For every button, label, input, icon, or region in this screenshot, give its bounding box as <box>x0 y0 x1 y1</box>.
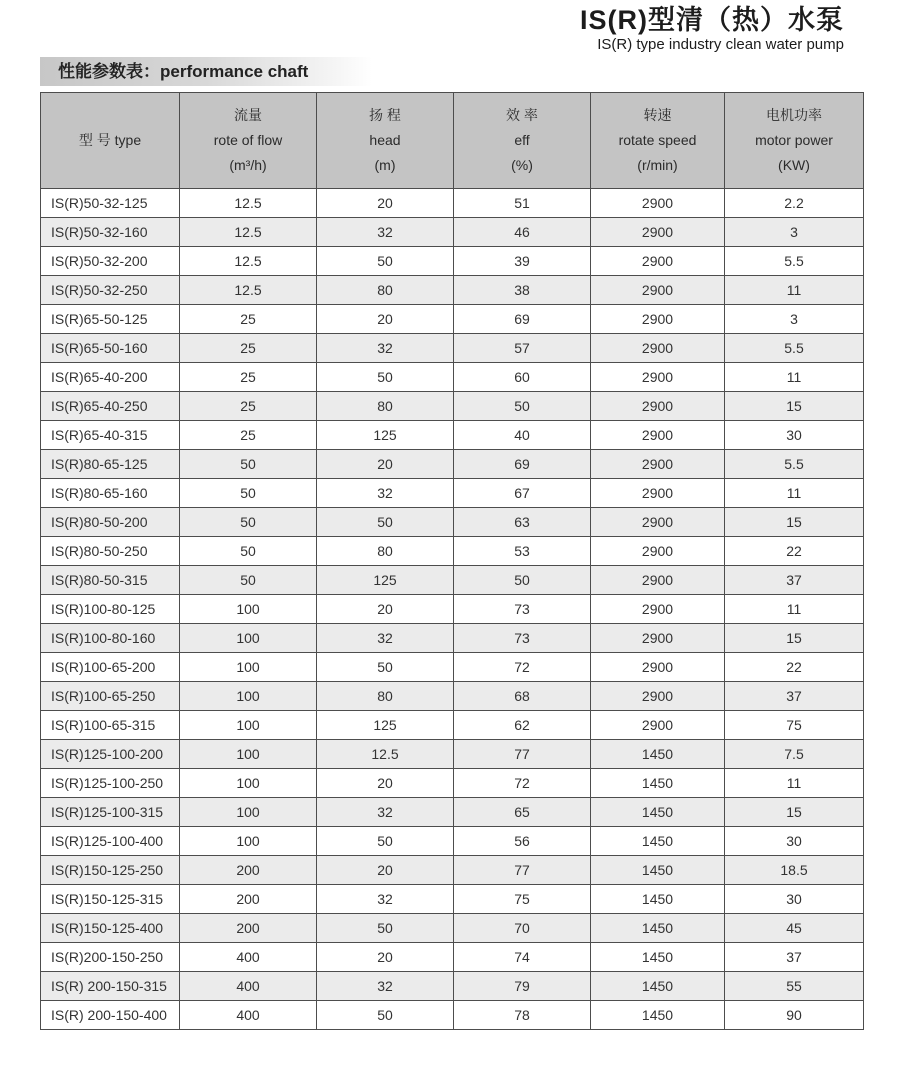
column-header-line: (%) <box>511 157 533 173</box>
cell-flow: 100 <box>180 711 317 740</box>
cell-eff: 39 <box>454 247 591 276</box>
cell-flow: 100 <box>180 827 317 856</box>
cell-type: IS(R)50-32-160 <box>41 218 180 247</box>
table-row <box>41 914 864 943</box>
cell-type: IS(R)80-65-125 <box>41 450 180 479</box>
cell-rotate-speed: 2900 <box>591 392 725 421</box>
cell-rotate-speed: 1450 <box>591 943 725 972</box>
cell-motor-power: 5.5 <box>725 450 864 479</box>
cell-flow: 50 <box>180 479 317 508</box>
cell-eff: 75 <box>454 885 591 914</box>
cell-rotate-speed: 1450 <box>591 1001 725 1030</box>
table-row <box>41 624 864 653</box>
cell-type: IS(R)150-125-400 <box>41 914 180 943</box>
cell-flow: 400 <box>180 972 317 1001</box>
cell-rotate-speed: 1450 <box>591 769 725 798</box>
cell-flow: 12.5 <box>180 189 317 218</box>
cell-head: 125 <box>317 711 454 740</box>
cell-type: IS(R)65-50-160 <box>41 334 180 363</box>
cell-eff: 77 <box>454 856 591 885</box>
table-row <box>41 363 864 392</box>
cell-type: IS(R)50-32-125 <box>41 189 180 218</box>
column-header-head <box>317 93 454 189</box>
cell-type: IS(R)100-65-250 <box>41 682 180 711</box>
cell-motor-power: 22 <box>725 653 864 682</box>
cell-eff: 57 <box>454 334 591 363</box>
cell-motor-power: 11 <box>725 769 864 798</box>
cell-type: IS(R)100-65-315 <box>41 711 180 740</box>
cell-rotate-speed: 2900 <box>591 218 725 247</box>
performance-table <box>40 92 864 1030</box>
cell-flow: 400 <box>180 943 317 972</box>
cell-head: 20 <box>317 595 454 624</box>
column-header-line: (m) <box>374 157 396 173</box>
cell-rotate-speed: 2900 <box>591 624 725 653</box>
column-header-rotate-speed <box>591 93 725 189</box>
cell-motor-power: 3 <box>725 218 864 247</box>
cell-type: IS(R)200-150-250 <box>41 943 180 972</box>
cell-motor-power: 45 <box>725 914 864 943</box>
column-header-line: 效 率 <box>506 107 538 123</box>
cell-eff: 67 <box>454 479 591 508</box>
cell-head: 32 <box>317 798 454 827</box>
cell-rotate-speed: 1450 <box>591 740 725 769</box>
cell-motor-power: 30 <box>725 885 864 914</box>
cell-head: 20 <box>317 189 454 218</box>
cell-motor-power: 15 <box>725 508 864 537</box>
table-row <box>41 305 864 334</box>
cell-rotate-speed: 1450 <box>591 798 725 827</box>
column-header-line: (r/min) <box>637 157 678 173</box>
column-header-line: 型 号 type <box>78 132 142 148</box>
cell-motor-power: 15 <box>725 624 864 653</box>
table-row <box>41 595 864 624</box>
cell-eff: 50 <box>454 392 591 421</box>
cell-rotate-speed: 2900 <box>591 363 725 392</box>
table-row <box>41 450 864 479</box>
cell-head: 20 <box>317 450 454 479</box>
cell-rotate-speed: 2900 <box>591 682 725 711</box>
table-row <box>41 769 864 798</box>
cell-head: 50 <box>317 827 454 856</box>
table-row <box>41 421 864 450</box>
cell-type: IS(R) 200-150-400 <box>41 1001 180 1030</box>
column-header-line: rote of flow <box>213 132 283 148</box>
cell-eff: 68 <box>454 682 591 711</box>
table-row <box>41 885 864 914</box>
cell-eff: 50 <box>454 566 591 595</box>
cell-eff: 70 <box>454 914 591 943</box>
cell-eff: 38 <box>454 276 591 305</box>
table-row <box>41 566 864 595</box>
cell-head: 125 <box>317 421 454 450</box>
cell-head: 50 <box>317 653 454 682</box>
cell-flow: 200 <box>180 856 317 885</box>
cell-rotate-speed: 2900 <box>591 189 725 218</box>
cell-type: IS(R)100-80-160 <box>41 624 180 653</box>
cell-rotate-speed: 2900 <box>591 450 725 479</box>
cell-flow: 12.5 <box>180 247 317 276</box>
cell-rotate-speed: 2900 <box>591 508 725 537</box>
column-header-eff <box>454 93 591 189</box>
cell-rotate-speed: 2900 <box>591 537 725 566</box>
cell-head: 80 <box>317 682 454 711</box>
cell-motor-power: 3 <box>725 305 864 334</box>
cell-eff: 62 <box>454 711 591 740</box>
performance-table-wrap <box>40 92 863 1030</box>
cell-head: 50 <box>317 363 454 392</box>
column-header-line: rotate speed <box>618 132 697 148</box>
cell-rotate-speed: 2900 <box>591 421 725 450</box>
cell-eff: 73 <box>454 624 591 653</box>
cell-eff: 69 <box>454 450 591 479</box>
cell-motor-power: 5.5 <box>725 247 864 276</box>
cell-eff: 51 <box>454 189 591 218</box>
cell-rotate-speed: 2900 <box>591 276 725 305</box>
cell-flow: 25 <box>180 421 317 450</box>
cell-rotate-speed: 1450 <box>591 972 725 1001</box>
cell-motor-power: 11 <box>725 363 864 392</box>
cell-flow: 100 <box>180 769 317 798</box>
cell-head: 32 <box>317 218 454 247</box>
table-head <box>41 93 864 189</box>
cell-motor-power: 90 <box>725 1001 864 1030</box>
cell-flow: 25 <box>180 305 317 334</box>
cell-eff: 56 <box>454 827 591 856</box>
table-row <box>41 1001 864 1030</box>
cell-flow: 12.5 <box>180 218 317 247</box>
cell-eff: 46 <box>454 218 591 247</box>
cell-flow: 100 <box>180 740 317 769</box>
cell-motor-power: 30 <box>725 421 864 450</box>
cell-rotate-speed: 2900 <box>591 305 725 334</box>
cell-rotate-speed: 1450 <box>591 856 725 885</box>
column-header-line: 流量 <box>234 107 262 123</box>
page-title-zh: IS(R)型清（热）水泵 <box>580 5 844 35</box>
cell-head: 80 <box>317 276 454 305</box>
cell-eff: 60 <box>454 363 591 392</box>
cell-motor-power: 15 <box>725 798 864 827</box>
cell-motor-power: 75 <box>725 711 864 740</box>
cell-head: 20 <box>317 769 454 798</box>
cell-motor-power: 37 <box>725 682 864 711</box>
cell-rotate-speed: 1450 <box>591 827 725 856</box>
cell-type: IS(R)100-65-200 <box>41 653 180 682</box>
table-row <box>41 479 864 508</box>
cell-eff: 79 <box>454 972 591 1001</box>
cell-motor-power: 2.2 <box>725 189 864 218</box>
column-header-line: (m³/h) <box>229 157 267 173</box>
cell-flow: 100 <box>180 798 317 827</box>
cell-rotate-speed: 2900 <box>591 566 725 595</box>
column-header-motor-power <box>725 93 864 189</box>
cell-flow: 400 <box>180 1001 317 1030</box>
cell-type: IS(R)65-40-315 <box>41 421 180 450</box>
cell-flow: 12.5 <box>180 276 317 305</box>
cell-type: IS(R)125-100-400 <box>41 827 180 856</box>
table-row <box>41 798 864 827</box>
cell-eff: 74 <box>454 943 591 972</box>
cell-rotate-speed: 1450 <box>591 885 725 914</box>
cell-head: 80 <box>317 392 454 421</box>
cell-motor-power: 37 <box>725 566 864 595</box>
cell-head: 20 <box>317 305 454 334</box>
cell-type: IS(R)65-40-250 <box>41 392 180 421</box>
table-row <box>41 827 864 856</box>
cell-flow: 50 <box>180 508 317 537</box>
column-header-type <box>41 93 180 189</box>
cell-head: 32 <box>317 972 454 1001</box>
cell-type: IS(R)50-32-250 <box>41 276 180 305</box>
cell-flow: 100 <box>180 624 317 653</box>
table-row <box>41 334 864 363</box>
cell-flow: 50 <box>180 450 317 479</box>
cell-flow: 50 <box>180 537 317 566</box>
table-row <box>41 711 864 740</box>
cell-motor-power: 55 <box>725 972 864 1001</box>
cell-type: IS(R)80-50-250 <box>41 537 180 566</box>
column-header-line: 扬 程 <box>369 107 401 123</box>
cell-motor-power: 5.5 <box>725 334 864 363</box>
cell-eff: 53 <box>454 537 591 566</box>
cell-eff: 40 <box>454 421 591 450</box>
header-row <box>41 93 864 189</box>
column-header-flow <box>180 93 317 189</box>
cell-head: 20 <box>317 856 454 885</box>
cell-flow: 100 <box>180 595 317 624</box>
table-row <box>41 392 864 421</box>
cell-flow: 200 <box>180 885 317 914</box>
table-row <box>41 972 864 1001</box>
cell-head: 50 <box>317 1001 454 1030</box>
cell-head: 80 <box>317 537 454 566</box>
cell-rotate-speed: 2900 <box>591 479 725 508</box>
cell-motor-power: 18.5 <box>725 856 864 885</box>
cell-flow: 100 <box>180 682 317 711</box>
cell-head: 50 <box>317 508 454 537</box>
cell-type: IS(R)150-125-250 <box>41 856 180 885</box>
cell-motor-power: 30 <box>725 827 864 856</box>
cell-motor-power: 37 <box>725 943 864 972</box>
cell-type: IS(R)50-32-200 <box>41 247 180 276</box>
document-header <box>580 5 844 54</box>
table-row <box>41 276 864 305</box>
cell-motor-power: 11 <box>725 276 864 305</box>
cell-type: IS(R)100-80-125 <box>41 595 180 624</box>
cell-rotate-speed: 2900 <box>591 595 725 624</box>
cell-type: IS(R) 200-150-315 <box>41 972 180 1001</box>
cell-motor-power: 11 <box>725 595 864 624</box>
cell-eff: 73 <box>454 595 591 624</box>
table-row <box>41 653 864 682</box>
cell-motor-power: 7.5 <box>725 740 864 769</box>
cell-head: 32 <box>317 334 454 363</box>
column-header-line: 电机功率 <box>766 107 822 123</box>
cell-motor-power: 15 <box>725 392 864 421</box>
cell-rotate-speed: 2900 <box>591 334 725 363</box>
cell-head: 50 <box>317 914 454 943</box>
cell-type: IS(R)80-65-160 <box>41 479 180 508</box>
cell-rotate-speed: 2900 <box>591 247 725 276</box>
cell-rotate-speed: 2900 <box>591 711 725 740</box>
cell-head: 125 <box>317 566 454 595</box>
cell-head: 20 <box>317 943 454 972</box>
column-header-line: eff <box>514 132 530 148</box>
cell-flow: 25 <box>180 363 317 392</box>
column-header-line: (KW) <box>778 157 810 173</box>
cell-type: IS(R)125-100-200 <box>41 740 180 769</box>
cell-head: 50 <box>317 247 454 276</box>
cell-type: IS(R)125-100-315 <box>41 798 180 827</box>
table-row <box>41 740 864 769</box>
cell-flow: 50 <box>180 566 317 595</box>
table-row <box>41 537 864 566</box>
cell-rotate-speed: 2900 <box>591 653 725 682</box>
table-row <box>41 247 864 276</box>
cell-type: IS(R)80-50-200 <box>41 508 180 537</box>
table-row <box>41 189 864 218</box>
cell-eff: 72 <box>454 769 591 798</box>
cell-eff: 63 <box>454 508 591 537</box>
page-title-en: IS(R) type industry clean water pump <box>597 36 844 53</box>
table-row <box>41 218 864 247</box>
cell-rotate-speed: 1450 <box>591 914 725 943</box>
cell-flow: 100 <box>180 653 317 682</box>
column-header-line: motor power <box>755 132 833 148</box>
cell-flow: 25 <box>180 392 317 421</box>
cell-eff: 77 <box>454 740 591 769</box>
cell-type: IS(R)150-125-315 <box>41 885 180 914</box>
cell-head: 32 <box>317 479 454 508</box>
cell-type: IS(R)80-50-315 <box>41 566 180 595</box>
table-row <box>41 508 864 537</box>
cell-eff: 72 <box>454 653 591 682</box>
cell-motor-power: 22 <box>725 537 864 566</box>
cell-head: 32 <box>317 624 454 653</box>
section-title-bar <box>40 57 372 86</box>
cell-eff: 78 <box>454 1001 591 1030</box>
table-body <box>41 189 864 1030</box>
column-header-line: 转速 <box>643 107 672 123</box>
table-row <box>41 943 864 972</box>
cell-flow: 200 <box>180 914 317 943</box>
cell-motor-power: 11 <box>725 479 864 508</box>
cell-eff: 65 <box>454 798 591 827</box>
cell-type: IS(R)65-50-125 <box>41 305 180 334</box>
cell-flow: 25 <box>180 334 317 363</box>
column-header-line: head <box>369 132 401 148</box>
table-row <box>41 856 864 885</box>
cell-head: 12.5 <box>317 740 454 769</box>
cell-type: IS(R)65-40-200 <box>41 363 180 392</box>
cell-head: 32 <box>317 885 454 914</box>
cell-eff: 69 <box>454 305 591 334</box>
cell-type: IS(R)125-100-250 <box>41 769 180 798</box>
section-title: 性能参数表：performance chaft <box>58 62 309 81</box>
table-row <box>41 682 864 711</box>
